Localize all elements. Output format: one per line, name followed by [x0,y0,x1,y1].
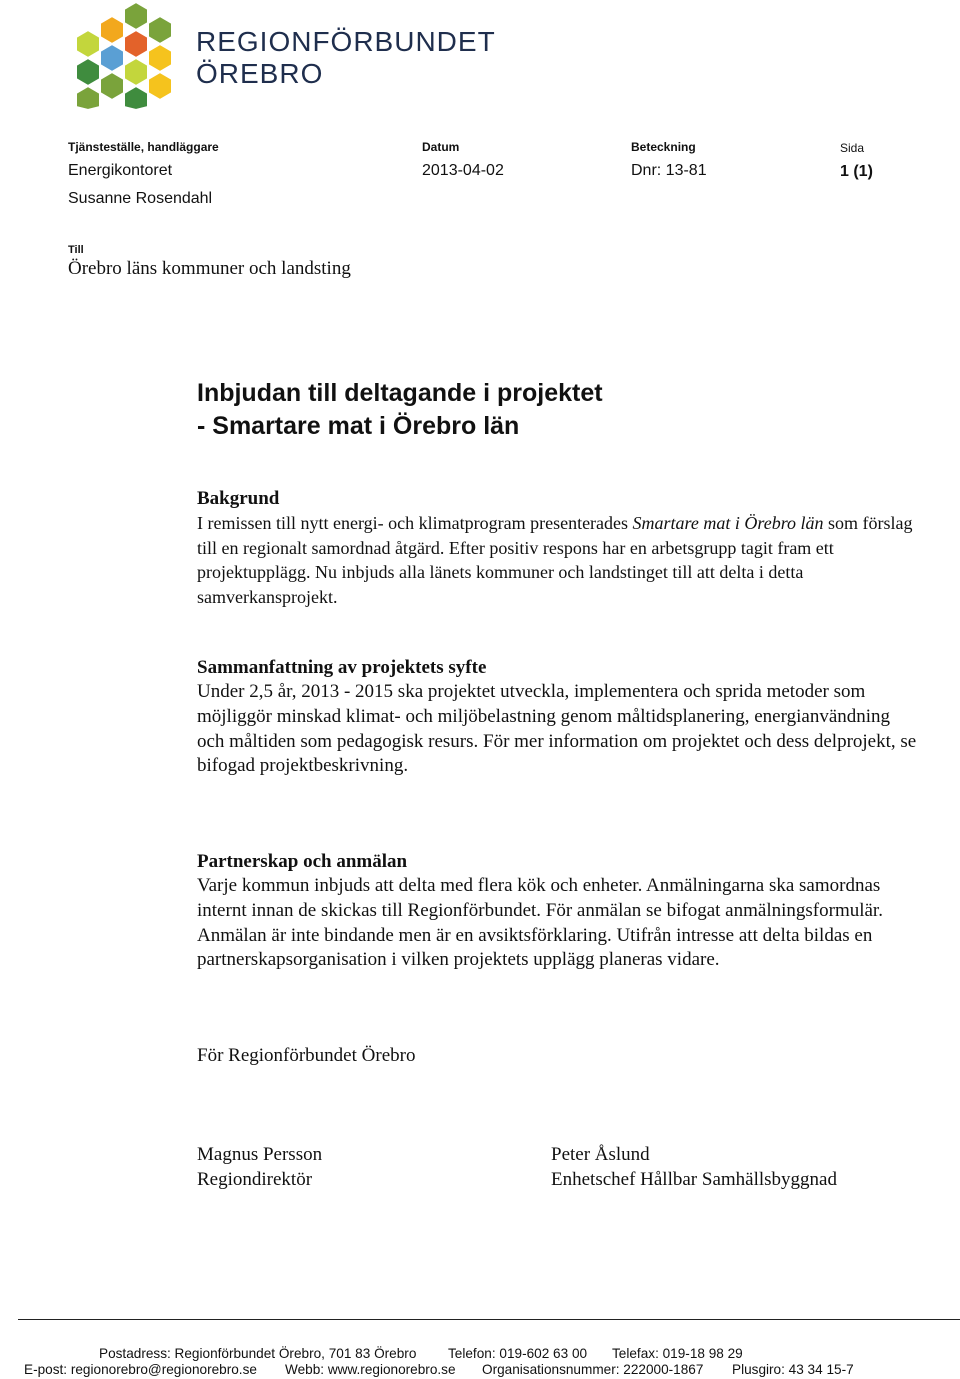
footer-address: Postadress: Regionförbundet Örebro, 701 83 Örebro [99,1346,417,1361]
logo-hex [124,58,148,86]
footer-email: E-post: regionorebro@regionorebro.se [24,1362,257,1377]
signatory-title: Enhetschef Hållbar Samhällsbyggnad [551,1169,837,1190]
logo-hex [148,16,172,44]
logo-hex [124,2,148,30]
handler-name: Susanne Rosendahl [68,190,213,207]
footer-fax: Telefax: 019-18 98 29 [612,1346,743,1361]
background-heading: Bakgrund [197,488,280,509]
logo-hex [76,30,100,58]
logo-hex [148,44,172,72]
partnership-text: Varje kommun inbjuds att delta med flera kök och enheter. Anmälningarna ska samordnas internt innan de skickas till Regionförbundet. För anmälan se bifogat anmälningsformulär. Anmälan är inte bindande men är en avsiktsförklaring. Utifrån intresse att delta bildas en partnerskapsorganisation i vilken projektets upplägg planeras vidare. [197,875,883,971]
signatory-name: Magnus Persson [197,1144,323,1165]
reference-label: Beteckning [631,140,696,154]
logo-hex [76,58,100,86]
logo-hex [124,30,148,58]
footer-org-number: Organisationsnummer: 222000-1867 [482,1362,704,1377]
section-summary [197,655,917,779]
logo-name-line1: REGIONFÖRBUNDET [196,26,496,57]
section-background [197,486,917,609]
footer-phone: Telefon: 019-602 63 00 [448,1346,588,1361]
background-text-part2: som förslag till en regionalt samordnad åtgärd. Efter positiv respons har en arbetsgrupp tagit fram ett projektupplägg. Nu inbjuds alla länets kommuner och landstinget till att delta i detta samverkansprojekt. [197,513,913,607]
background-text-part1: I remissen till nytt energi- och klimatprogram presenterades [197,513,633,533]
closing-line: För Regionförbundet Örebro [197,1045,416,1066]
dept-label: Tjänsteställe, handläggare [68,140,219,154]
recipient-value: Örebro läns kommuner och landsting [68,258,351,279]
page-value: 1 (1) [840,163,873,180]
document-title [197,377,603,443]
partnership-heading: Partnerskap och anmälan [197,851,408,872]
signatory-2 [551,1142,837,1192]
title-line2: - Smartare mat i Örebro län [197,412,520,440]
footer-web: Webb: www.regionorebro.se [285,1362,456,1377]
footer-plusgiro: Plusgiro: 43 34 15-7 [732,1362,854,1377]
background-text-italic: Smartare mat i Örebro län [632,513,824,533]
signatory-1 [197,1142,322,1192]
date-value: 2013-04-02 [422,162,504,179]
section-partnership [197,849,917,973]
logo [66,0,181,110]
logo-name-line2: ÖREBRO [196,58,324,89]
background-text [197,511,917,609]
summary-heading: Sammanfattning av projektets syfte [197,657,487,678]
logo-hex [148,72,172,100]
logo-hex [124,86,148,110]
title-line1: Inbjudan till deltagande i projektet [197,379,603,407]
page-label: Sida [840,141,865,155]
logo-hex [100,16,124,44]
logo-hex [100,72,124,100]
date-label: Datum [422,140,460,154]
logo-hex [100,44,124,72]
reference-value: Dnr: 13-81 [631,162,707,179]
signatory-title: Regiondirektör [197,1169,313,1190]
summary-text: Under 2,5 år, 2013 - 2015 ska projektet utveckla, implementera och sprida metoder som möjliggör minskad klimat- och miljöbelastning genom måltidsplanering, energianvändning och måltiden som pedagogisk resurs. För mer information om projektet och dess delprojekt, se bifogad projektbeskrivning. [197,681,917,777]
footer-divider [18,1319,960,1320]
logo-hexagon-mark [66,0,181,110]
logo-hex [76,86,100,110]
recipient-label: Till [68,244,84,256]
dept-value: Energikontoret [68,162,173,179]
signatory-name: Peter Åslund [551,1144,650,1165]
